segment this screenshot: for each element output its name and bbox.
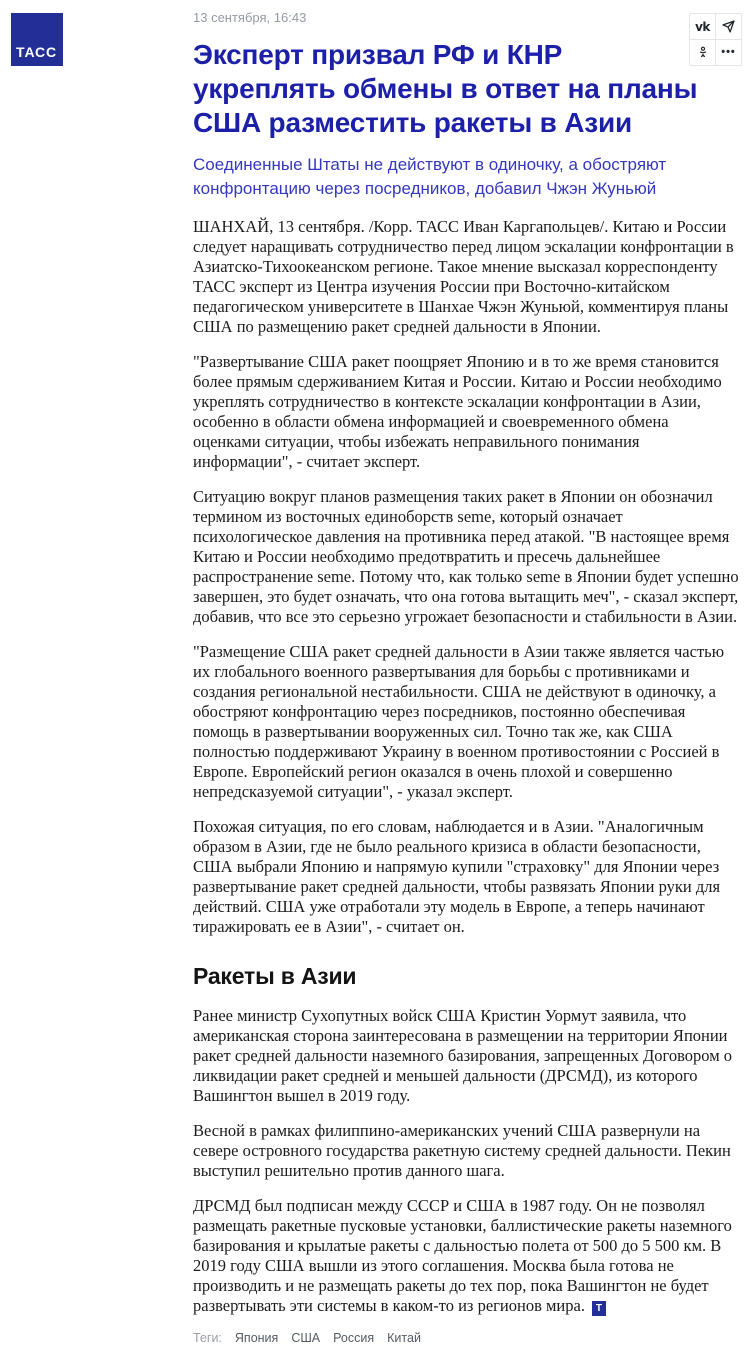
publish-date: 13 сентября, 16:43 <box>193 10 307 25</box>
article-title: Эксперт призвал РФ и КНР укреплять обмены в ответ на планы США разместить ракеты в Азии <box>193 39 698 138</box>
vk-icon: vk <box>695 19 710 34</box>
tag-link-japan[interactable]: Япония <box>234 1331 279 1345</box>
section-heading: Ракеты в Азии <box>193 963 357 989</box>
article-lead: Соединенные Штаты не действуют в одиночку, а обостряют конфронтацию через посредников, добавил Чжэн Жуньюй <box>193 155 667 198</box>
tass-logo-text: ТАСС <box>16 44 57 60</box>
paragraph: "Размещение США ракет средней дальности в Азии также является частью их глобального военного развертывания для борьбы с противниками и создания региональной нестабильности. США не действуют в одиночку, а обостряют конфронтацию через посредников, постоянно обеспечивая помощь в развертывании вооруженных сил. Точно так же, как США полностью поддерживают Украину в военном противостоянии с Россией в Европе. Европейский регион оказался в очень плохой и совершенно непредсказуемой ситуации", - указал эксперт. <box>193 642 725 801</box>
article <box>193 10 739 1345</box>
tag-link-usa[interactable]: США <box>291 1331 321 1345</box>
paragraph: Ранее министр Сухопутных войск США Кристин Уормут заявила, что американская сторона заинтересована в размещении на территории Японии ракет средней дальности наземного базирования, запрещенных Договором о ликвидации ракет средней и меньшей дальности (ДРСМД), из которого Вашингтон вышел в 2019 году. <box>193 1006 733 1105</box>
paragraph: "Развертывание США ракет поощряет Японию и в то же время становится более прямым сдерживанием Китая и России. Китаю и России необходимо укреплять сотрудничество в контексте эскалации конфронтации в Азии, особенно в области обмена информацией и своевременного обмена оценками ситуации, чтобы избежать неправильного понимания информации", - считает эксперт. <box>193 352 722 471</box>
tass-endmark-icon: Т <box>592 1301 606 1316</box>
tag-link-russia[interactable]: Россия <box>333 1331 375 1345</box>
more-icon: ••• <box>721 46 736 58</box>
paragraph <box>193 1196 739 1316</box>
article-body <box>193 217 739 1316</box>
tags-row <box>193 1331 739 1345</box>
tass-logo[interactable] <box>11 13 63 66</box>
tag-link-china[interactable]: Китай <box>387 1331 421 1345</box>
paragraph-text: ДРСМД был подписан между СССР и США в 1987 году. Он не позволял размещать ракетные пусковые установки, баллистические ракеты наземного базирования и крылатые ракеты с дальностью полета от 500 до 5 500 км. В 2019 году США вышли из этого соглашения. Москва была готова не производить и не размещать ракеты до тех пор, пока Вашингтон не будет развертывать эти системы в каком-то из регионов мира. <box>193 1196 732 1315</box>
paragraph: Весной в рамках филиппино-американских учений США развернули на севере островного государства ракетную систему средней дальности. Пекин выступил решительно против данного шага. <box>193 1121 731 1180</box>
paragraph: Ситуацию вокруг планов размещения таких ракет в Японии он обозначил термином из восточных единоборств seme, который означает психологическое давления на противника перед атакой. "В настоящее время Китаю и России необходимо предотвратить и пресечь дальнейшее распространение seme. Потому что, как только seme в Японии будет успешно завершен, это будет означать, что она готова вытащить меч", - сказал эксперт, добавив, что все это серьезно угрожает безопасности и стабильности в Азии. <box>193 487 739 626</box>
paragraph: ШАНХАЙ, 13 сентября. /Корр. ТАСС Иван Каргапольцев/. Китаю и России следует наращивать сотрудничество перед лицом эскалации конфронтации в Азиатско-Тихоокеанском регионе. Такое мнение высказал корреспонденту ТАСС эксперт из Центра изучения России при Восточно-китайском педагогическом университете в Шанхае Чжэн Жуньюй, комментируя планы США по размещению ракет средней дальности в Японии. <box>193 217 734 336</box>
tags-label: Теги: <box>193 1331 222 1345</box>
paragraph: Похожая ситуация, по его словам, наблюдается и в Азии. "Аналогичным образом в Азии, где не было реального кризиса в области безопасности, США выбрали Японию и напрямую купили "страховку" для Японии через развертывание ракет средней дальности, чтобы развязать Японии руки для действий. США уже отработали эту модель в Европе, а теперь начинают тиражировать ее в Азии", - считает он. <box>193 817 721 936</box>
